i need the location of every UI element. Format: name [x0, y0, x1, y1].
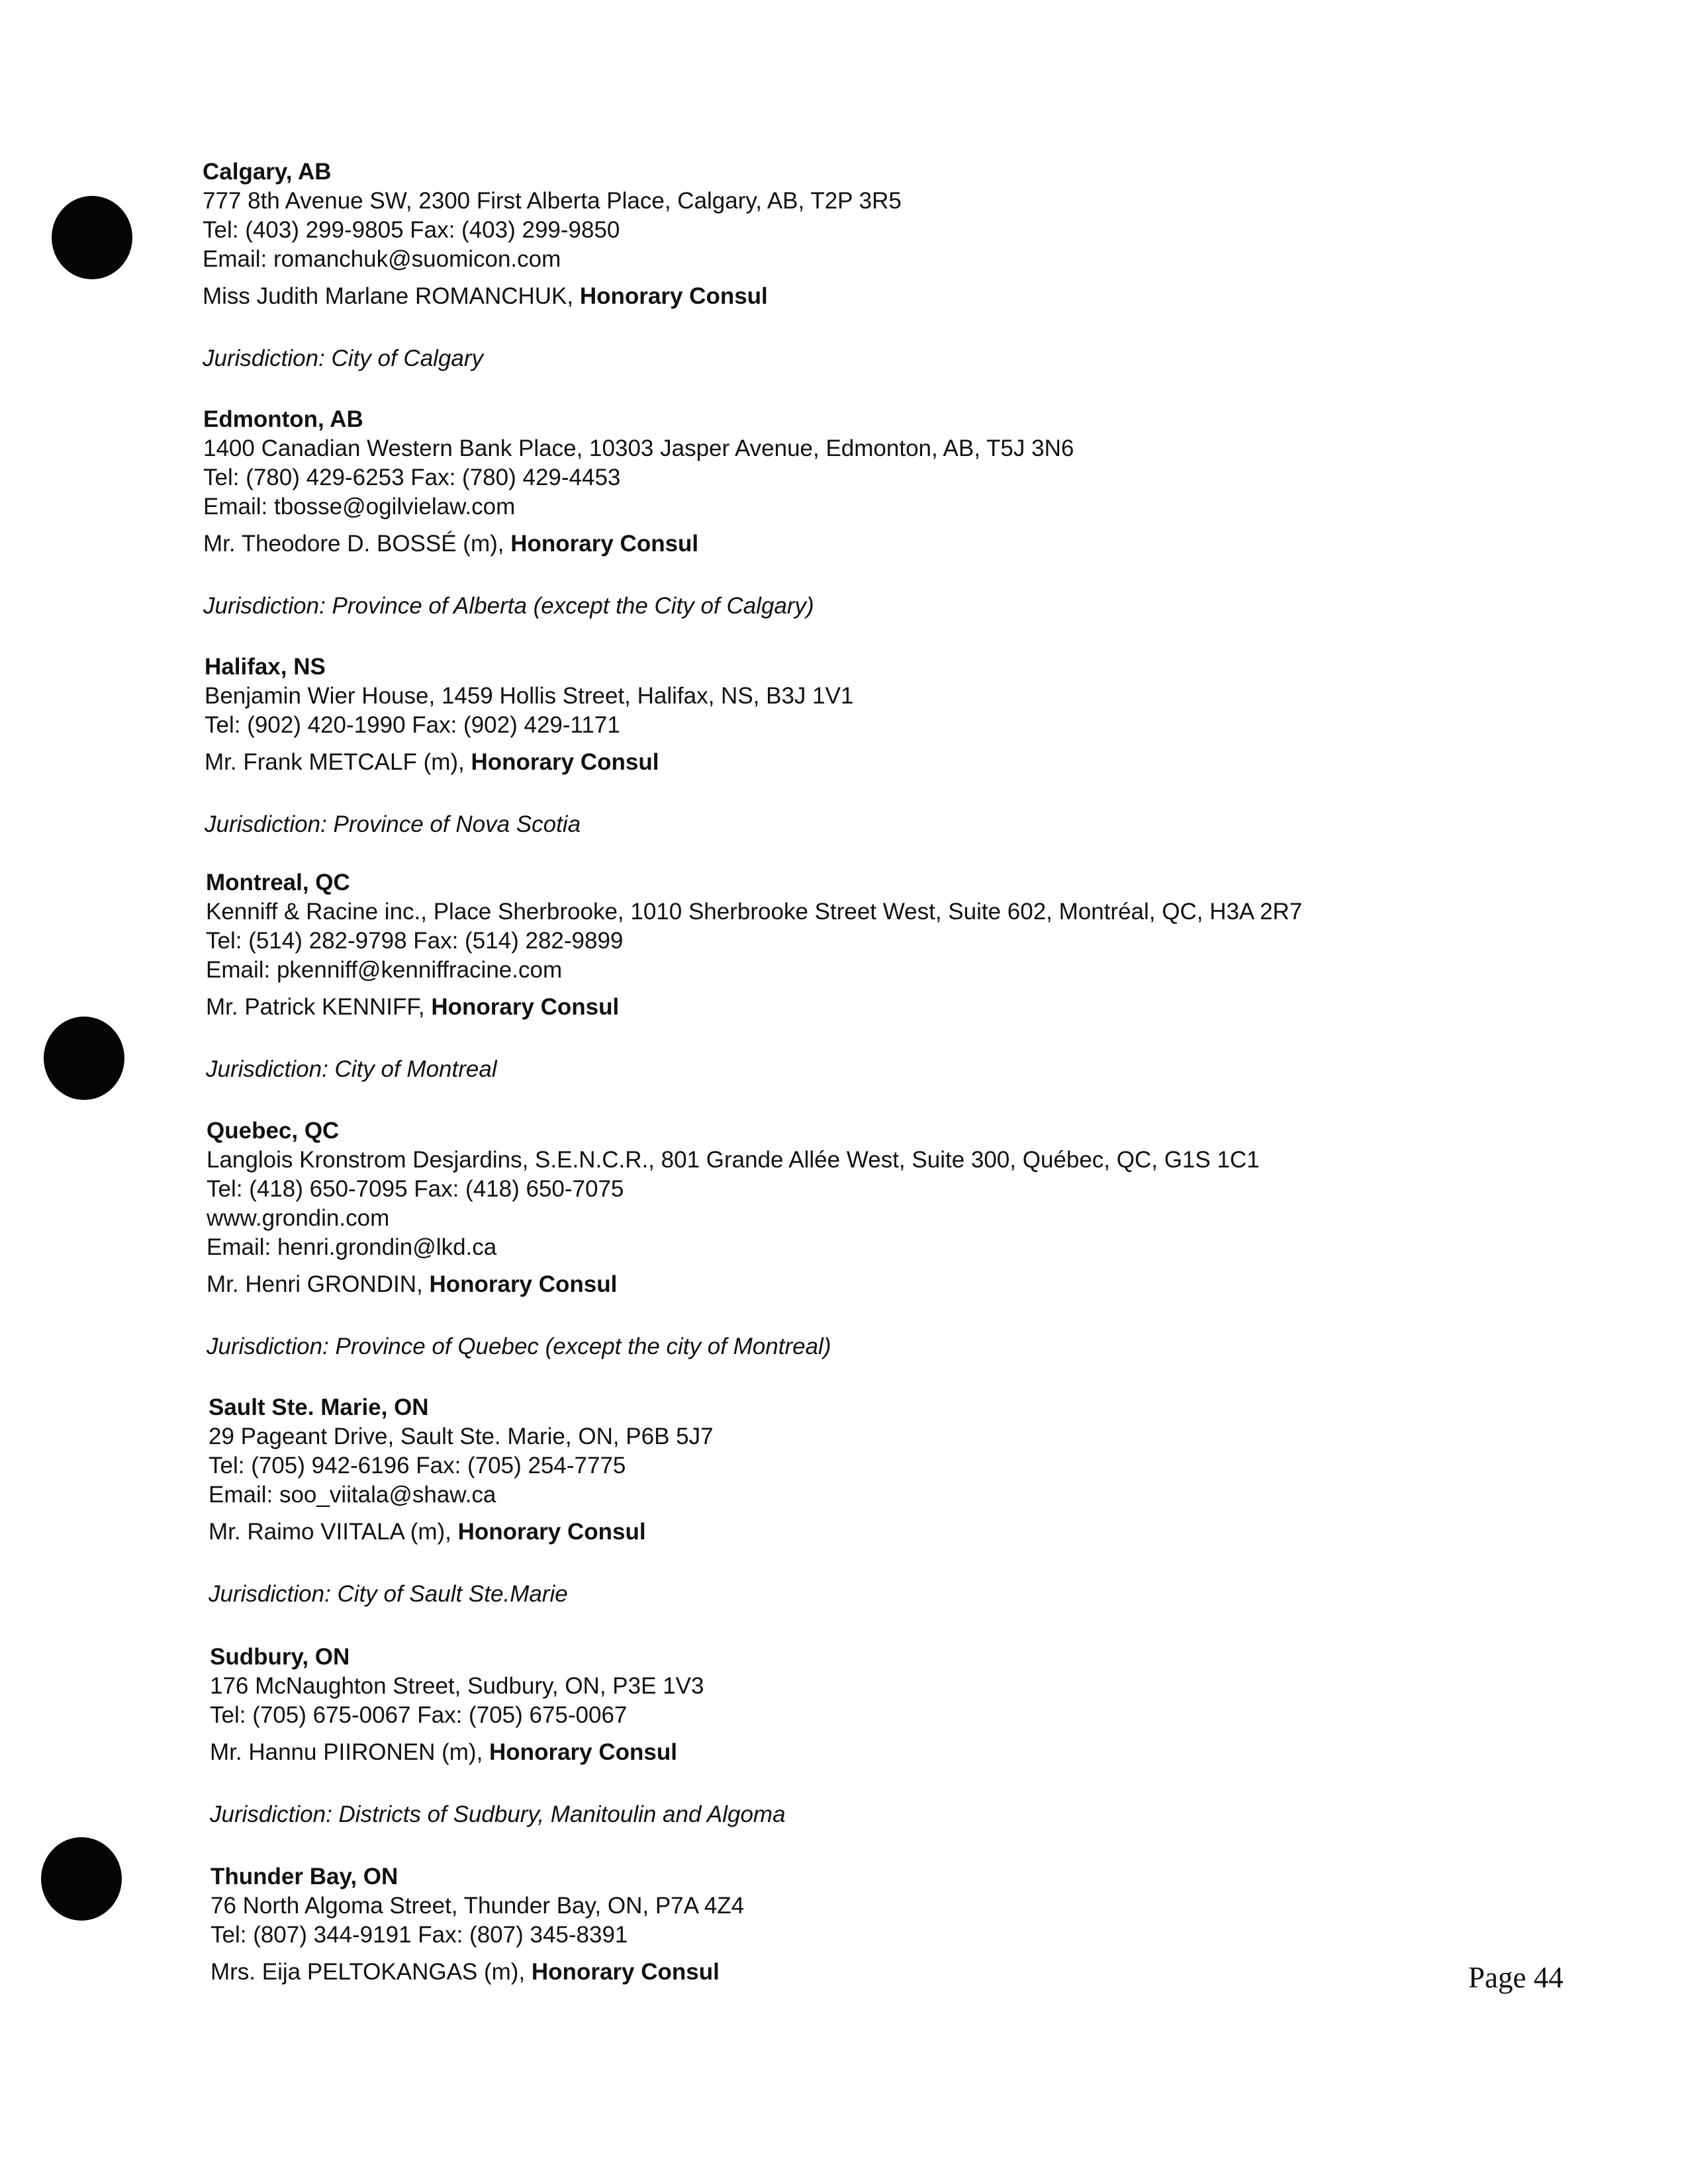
punch-hole [41, 1837, 122, 1921]
consul-name: Mr. Raimo VIITALA (m), [209, 1519, 451, 1545]
entry-jurisdiction: Jurisdiction: Province of Quebec (except the city of Montreal) [207, 1334, 831, 1359]
consul-name: Mr. Theodore D. BOSSÉ (m), [203, 531, 504, 557]
entry-city: Edmonton, AB [203, 406, 363, 432]
entry-consul [209, 1518, 1532, 1547]
entry-detail-line: Kenniff & Racine inc., Place Sherbrooke, 1010 Sherbrooke Street West, Suite 602, Montréal, QC, H3A 2R7 [206, 899, 1303, 925]
entry-detail-line: Benjamin Wier House, 1459 Hollis Street, Halifax, NS, B3J 1V1 [205, 683, 854, 709]
punch-hole [52, 196, 132, 279]
entry-detail-line: Email: tbosse@ogilvielaw.com [203, 494, 516, 520]
entry-jurisdiction: Jurisdiction: Province of Nova Scotia [205, 811, 581, 837]
entry-city: Halifax, NS [205, 654, 326, 680]
entry-city: Thunder Bay, ON [211, 1864, 399, 1889]
consulate-entry [203, 405, 1527, 621]
consul-name: Mr. Patrick KENNIFF, [206, 994, 425, 1020]
entry-city: Calgary, AB [203, 159, 332, 185]
entry-consul [211, 1958, 1534, 1987]
consulate-entry [205, 653, 1528, 839]
consul-title: Honorary Consul [510, 531, 699, 557]
entry-consul [206, 993, 1530, 1022]
page-number: Page 44 [1468, 1961, 1564, 1994]
entry-detail-line: 176 McNaughton Street, Sudbury, ON, P3E 1V3 [210, 1673, 704, 1699]
entry-detail-line: 29 Pageant Drive, Sault Ste. Marie, ON, P6B 5J7 [209, 1424, 714, 1449]
entry-detail-line: Email: pkenniff@kenniffracine.com [206, 957, 563, 983]
entry-consul [210, 1738, 1534, 1767]
consulate-entry [207, 1116, 1530, 1361]
consul-title: Honorary Consul [471, 749, 659, 775]
entry-detail-line: Tel: (705) 675-0067 Fax: (705) 675-0067 [210, 1702, 628, 1728]
entry-detail-line: Tel: (902) 420-1990 Fax: (902) 429-1171 [205, 712, 620, 738]
entry-detail-line: Tel: (705) 942-6196 Fax: (705) 254-7775 [209, 1453, 626, 1479]
consulate-entry [210, 1643, 1534, 1829]
entry-detail-line: 777 8th Avenue SW, 2300 First Alberta Place, Calgary, AB, T2P 3R5 [203, 188, 902, 214]
punch-hole [44, 1017, 124, 1100]
entry-city: Sault Ste. Marie, ON [209, 1394, 429, 1420]
consul-title: Honorary Consul [457, 1519, 646, 1545]
consulate-entry [203, 158, 1526, 373]
entry-detail-line: Tel: (780) 429-6253 Fax: (780) 429-4453 [203, 465, 621, 490]
consul-name: Miss Judith Marlane ROMANCHUK, [203, 283, 574, 309]
entry-detail-line: Email: henri.grondin@lkd.ca [207, 1234, 497, 1260]
entry-detail-line: www.grondin.com [207, 1205, 390, 1231]
consulate-entry [209, 1393, 1532, 1609]
entry-detail-line: Tel: (403) 299-9805 Fax: (403) 299-9850 [203, 217, 620, 243]
entry-city: Sudbury, ON [210, 1644, 350, 1670]
entry-jurisdiction: Jurisdiction: City of Montreal [206, 1056, 497, 1082]
consul-title: Honorary Consul [579, 283, 768, 309]
entry-detail-line: Tel: (807) 344-9191 Fax: (807) 345-8391 [211, 1922, 628, 1948]
entry-detail-line: 76 North Algoma Street, Thunder Bay, ON, P7A 4Z4 [211, 1893, 745, 1919]
consul-name: Mrs. Eija PELTOKANGAS (m), [211, 1959, 526, 1985]
entry-jurisdiction: Jurisdiction: City of Calgary [203, 345, 484, 371]
entry-detail-line: 1400 Canadian Western Bank Place, 10303 Jasper Avenue, Edmonton, AB, T5J 3N6 [203, 435, 1074, 461]
consul-title: Honorary Consul [431, 994, 620, 1020]
entry-consul [203, 529, 1527, 559]
entry-detail-line: Tel: (514) 282-9798 Fax: (514) 282-9899 [206, 928, 624, 954]
entry-consul [205, 748, 1528, 777]
entry-detail-line: Tel: (418) 650-7095 Fax: (418) 650-7075 [207, 1176, 624, 1202]
entry-city: Quebec, QC [207, 1118, 340, 1144]
entry-detail-line: Email: soo_viitala@shaw.ca [209, 1482, 496, 1508]
consul-name: Mr. Frank METCALF (m), [205, 749, 465, 775]
entry-jurisdiction: Jurisdiction: City of Sault Ste.Marie [209, 1581, 568, 1607]
entry-city: Montreal, QC [206, 870, 350, 895]
consulate-entry [206, 868, 1530, 1084]
entry-consul [207, 1270, 1530, 1299]
consul-title: Honorary Consul [429, 1271, 618, 1297]
consul-title: Honorary Consul [531, 1959, 720, 1985]
entry-consul [203, 282, 1526, 311]
entry-jurisdiction: Jurisdiction: Province of Alberta (except the City of Calgary) [203, 593, 814, 619]
entry-detail-line: Langlois Kronstrom Desjardins, S.E.N.C.R., 801 Grande Allée West, Suite 300, Québec, QC, G1S 1C1 [207, 1147, 1260, 1173]
entry-detail-line: Email: romanchuk@suomicon.com [203, 246, 561, 272]
consul-title: Honorary Consul [489, 1739, 677, 1765]
consul-name: Mr. Henri GRONDIN, [207, 1271, 423, 1297]
consulate-entry [211, 1862, 1534, 1987]
consul-name: Mr. Hannu PIIRONEN (m), [210, 1739, 483, 1765]
entry-jurisdiction: Jurisdiction: Districts of Sudbury, Manitoulin and Algoma [210, 1801, 786, 1827]
